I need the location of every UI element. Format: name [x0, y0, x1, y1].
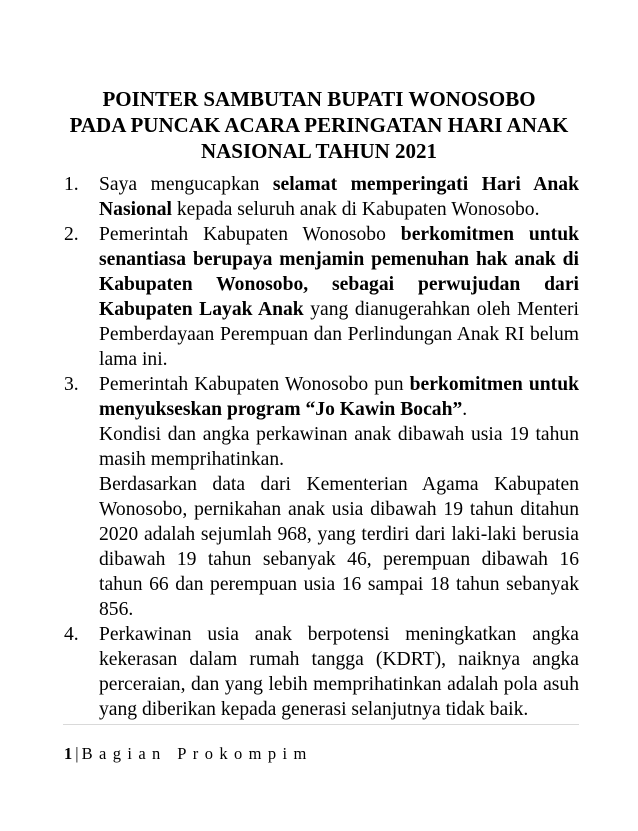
page-number: 1 [64, 744, 73, 763]
list-paragraph [99, 172, 579, 222]
text-run: . [462, 399, 468, 420]
bold-text-run: selamat memperingati Hari Anak Nasional [99, 174, 579, 220]
list-number: 4. [64, 624, 79, 645]
pointer-list [64, 172, 579, 722]
page-footer [64, 744, 313, 764]
list-item-3 [64, 372, 579, 622]
list-paragraph: Perkawinan usia anak berpotensi meningkatkan angka kekerasan dalam rumah tangga (KDRT), naiknya angka perceraian, dan yang lebih memprihatinkan adalah pola asuh yang diberikan kepada generasi selanjutnya tidak baik. [99, 624, 579, 720]
list-item-2 [64, 222, 579, 372]
title-line-2: PADA PUNCAK ACARA PERINGATAN HARI ANAK [69, 113, 569, 137]
bold-text-run: berkomitmen untuk senantiasa berupaya menjamin pemenuhan hak anak di Kabupaten Wonosobo, sebagai perwujudan dari Kabupaten Layak Anak [99, 224, 580, 320]
list-item-4 [64, 622, 579, 722]
list-item-1 [64, 172, 579, 222]
list-paragraph: Kondisi dan angka perkawinan anak dibawah usia 19 tahun masih memprihatinkan. [99, 424, 579, 470]
footer-label: Bagian Prokompim [81, 744, 313, 763]
list-number: 3. [64, 374, 79, 395]
list-number: 2. [64, 224, 79, 245]
list-paragraph [99, 372, 579, 422]
title-line-1: POINTER SAMBUTAN BUPATI WONOSOBO [102, 87, 536, 111]
text-run: Pemerintah Kabupaten Wonosobo pun [99, 374, 410, 395]
text-run: yang dianugerahkan oleh Menteri Pemberdayaan Perempuan dan Perlindungan Anak RI belum lama ini. [99, 299, 579, 370]
text-run: Pemerintah Kabupaten Wonosobo [99, 224, 401, 245]
list-paragraph: Berdasarkan data dari Kementerian Agama Kabupaten Wonosobo, pernikahan anak usia dibawah 19 tahun ditahun 2020 adalah sejumlah 968, yang terdiri dari laki-laki berusia dibawah 19 tahun sebanyak 46, perempuan dibawah 16 tahun 66 dan perempuan usia 16 sampai 18 tahun sebanyak 856. [99, 474, 579, 620]
bold-text-run: berkomitmen untuk menyukseskan program “Jo Kawin Bocah” [99, 374, 579, 420]
list-paragraph [99, 222, 579, 372]
footer-divider [63, 724, 579, 725]
title-line-3: NASIONAL TAHUN 2021 [200, 139, 438, 163]
list-number: 1. [64, 174, 79, 195]
document-title [60, 86, 578, 164]
text-run: kepada seluruh anak di Kabupaten Wonosobo. [171, 199, 540, 220]
text-run: Saya mengucapkan [99, 174, 273, 195]
footer-separator: | [75, 744, 79, 763]
